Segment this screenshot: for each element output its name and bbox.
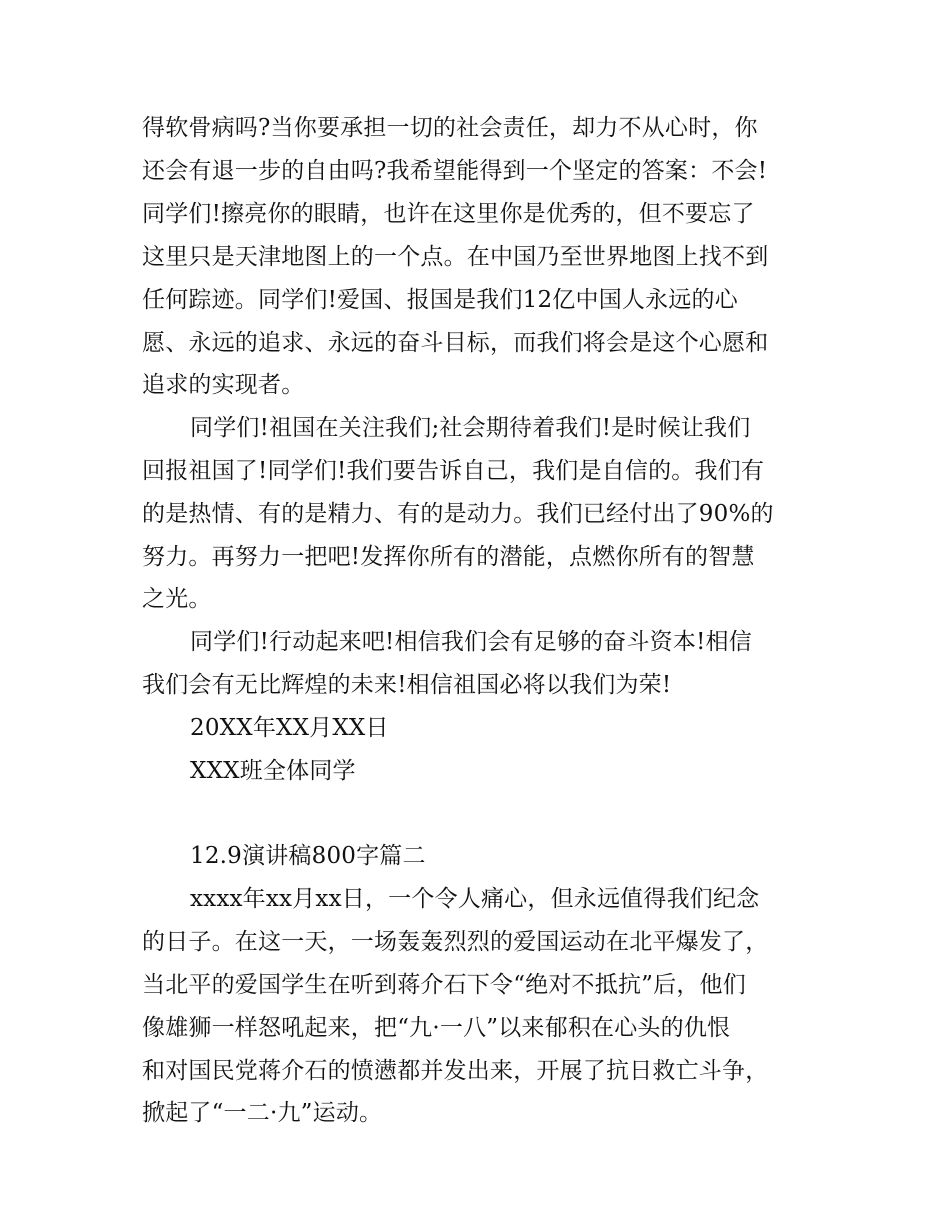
text-line: 同学们!行动起来吧!相信我们会有足够的奋斗资本!相信 <box>190 629 752 655</box>
text-line: 这里只是天津地图上的一个点。在中国乃至世界地图上找不到 <box>142 244 769 270</box>
text-line: 努力。再努力一把吧!发挥你所有的潜能，点燃你所有的智慧 <box>142 544 755 570</box>
text-line: 和对国民党蒋介石的愤懑都并发出来，开展了抗日救亡斗争， <box>142 1058 769 1084</box>
text-line: 当北平的爱国学生在听到蒋介石下令“绝对不抵抗”后，他们 <box>142 972 746 998</box>
text-line: 同学们!擦亮你的眼睛，也许在这里你是优秀的，但不要忘了 <box>142 201 755 227</box>
text-line: 之光。 <box>142 586 212 612</box>
text-line: 同学们!祖国在关注我们;社会期待着我们!是时候让我们 <box>190 415 751 441</box>
text-line: xxxx年xx月xx日，一个令人痛心，但永远值得我们纪念 <box>190 886 760 912</box>
text-line: 像雄狮一样怒吼起来，把“九·一八”以来郁积在心头的仇恨 <box>142 1015 731 1041</box>
text-line: 掀起了“一二·九”运动。 <box>142 1100 383 1126</box>
text-line: 我们会有无比辉煌的未来!相信祖国必将以我们为荣! <box>142 672 672 698</box>
text-line: 回报祖国了!同学们!我们要告诉自己，我们是自信的。我们有 <box>142 458 765 484</box>
signature-line: XXX班全体同学 <box>190 758 356 784</box>
date-line: 20XX年XX月XX日 <box>190 715 389 741</box>
text-line: 的是热情、有的是精力、有的是动力。我们已经付出了90%的 <box>142 501 774 527</box>
text-line: 还会有退一步的自由吗?我希望能得到一个坚定的答案：不会! <box>142 158 768 184</box>
text-line: 的日子。在这一天，一场轰轰烈烈的爱国运动在北平爆发了， <box>142 929 769 955</box>
text-line: 追求的实现者。 <box>142 372 305 398</box>
text-line: 任何踪迹。同学们!爱国、报国是我们12亿中国人永远的心 <box>142 287 738 313</box>
text-line: 愿、永远的追求、永远的奋斗目标，而我们将会是这个心愿和 <box>142 330 769 356</box>
text-line: 得软骨病吗?当你要承担一切的社会责任，却力不从心时，你 <box>142 115 758 141</box>
section-title: 12.9演讲稿800字篇二 <box>190 843 426 869</box>
